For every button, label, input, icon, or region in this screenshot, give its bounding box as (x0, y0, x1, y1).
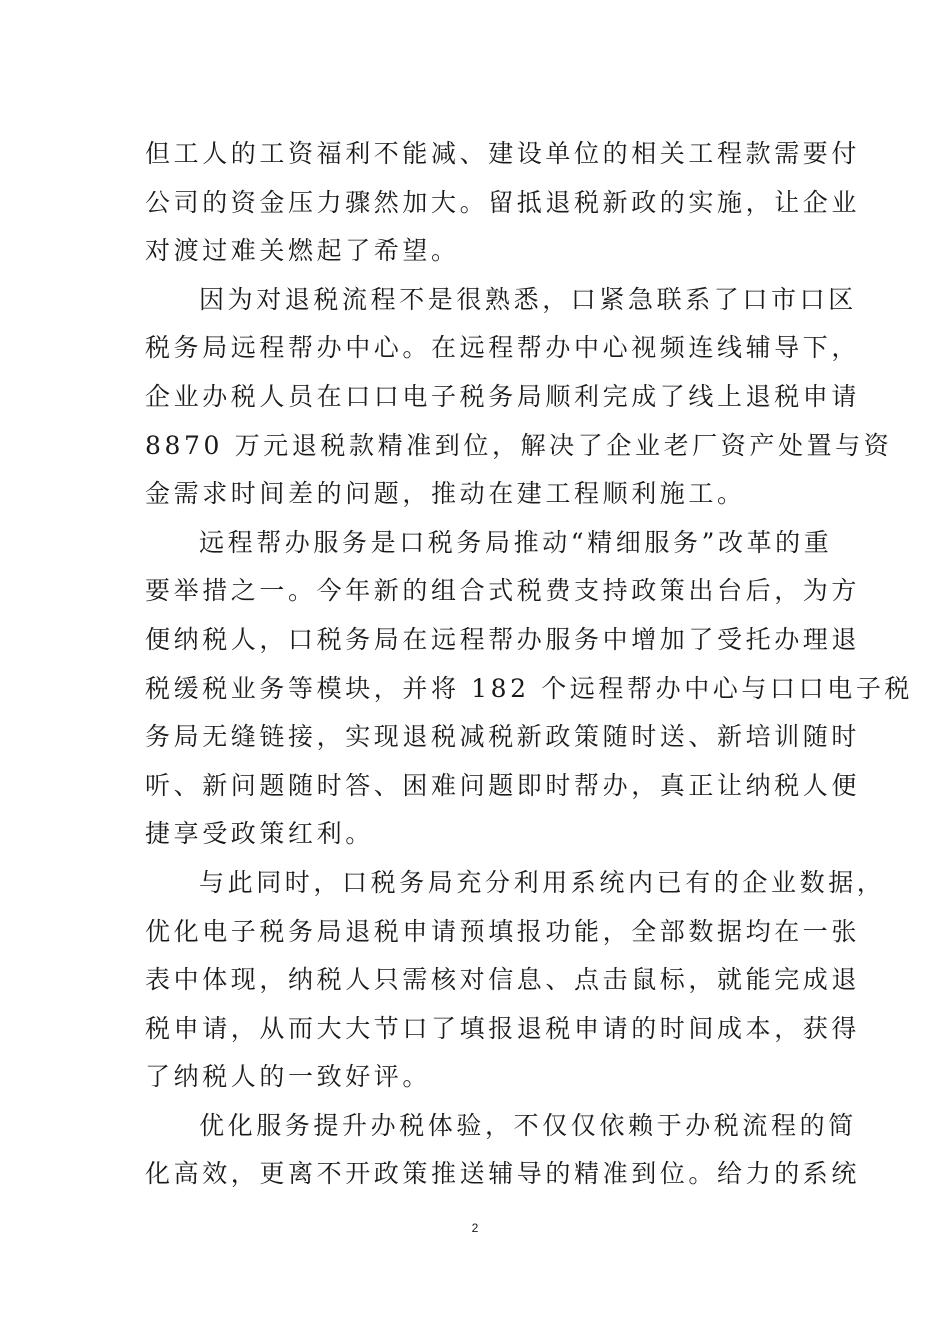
text-line: 优化服务提升办税体验，不仅仅依赖于办税流程的简 (199, 1110, 857, 1140)
text-line: 化高效，更离不开政策推送辅导的精准到位。给力的系统 (145, 1159, 861, 1189)
text-line: 公司的资金压力骤然加大。留抵退税新政的实施，让企业 (145, 187, 861, 217)
text-line: 便纳税人，口税务局在远程帮办服务中增加了受托办理退 (145, 624, 861, 654)
text-line: 税务局远程帮办中心。在远程帮办中心视频连线辅导下， (145, 333, 861, 363)
text-line: 金需求时间差的问题，推动在建工程顺利施工。 (145, 479, 746, 509)
page-number: 2 (471, 1221, 479, 1235)
text-line: 务局无缝链接，实现退税减税新政策随时送、新培训随时 (145, 722, 861, 752)
text-line: 因为对退税流程不是很熟悉，口紧急联系了口市口区 (199, 284, 857, 314)
text-line: 8870 万元退税款精准到位，解决了企业老厂资产处置与资 (145, 430, 893, 460)
text-line: 听、新问题随时答、困难问题即时帮办，真正让纳税人便 (145, 770, 861, 800)
text-line: 捷享受政策红利。 (145, 819, 374, 849)
body-text (145, 130, 914, 1199)
text-line: 远程帮办服务是口税务局推动“精细服务”改革的重 (199, 527, 833, 557)
text-line: 税申请，从而大大节口了填报退税申请的时间成本，获得 (145, 1013, 861, 1043)
text-line: 与此同时，口税务局充分利用系统内已有的企业数据， (199, 867, 886, 897)
text-line: 但工人的工资福利不能减、建设单位的相关工程款需要付 (145, 139, 861, 168)
text-line: 要举措之一。今年新的组合式税费支持政策出台后，为方 (145, 576, 861, 606)
text-line: 企业办税人员在口口电子税务局顺利完成了线上退税申请 (145, 381, 861, 411)
text-line: 对渡过难关燃起了希望。 (145, 236, 460, 266)
text-line: 税缓税业务等模块，并将 182 个远程帮办中心与口口电子税 (145, 673, 914, 703)
text-line: 了纳税人的一致好评。 (145, 1062, 432, 1092)
text-line: 优化电子税务局退税申请预填报功能，全部数据均在一张 (145, 916, 861, 946)
text-line: 表中体现，纳税人只需核对信息、点击鼠标，就能完成退 (145, 965, 861, 995)
